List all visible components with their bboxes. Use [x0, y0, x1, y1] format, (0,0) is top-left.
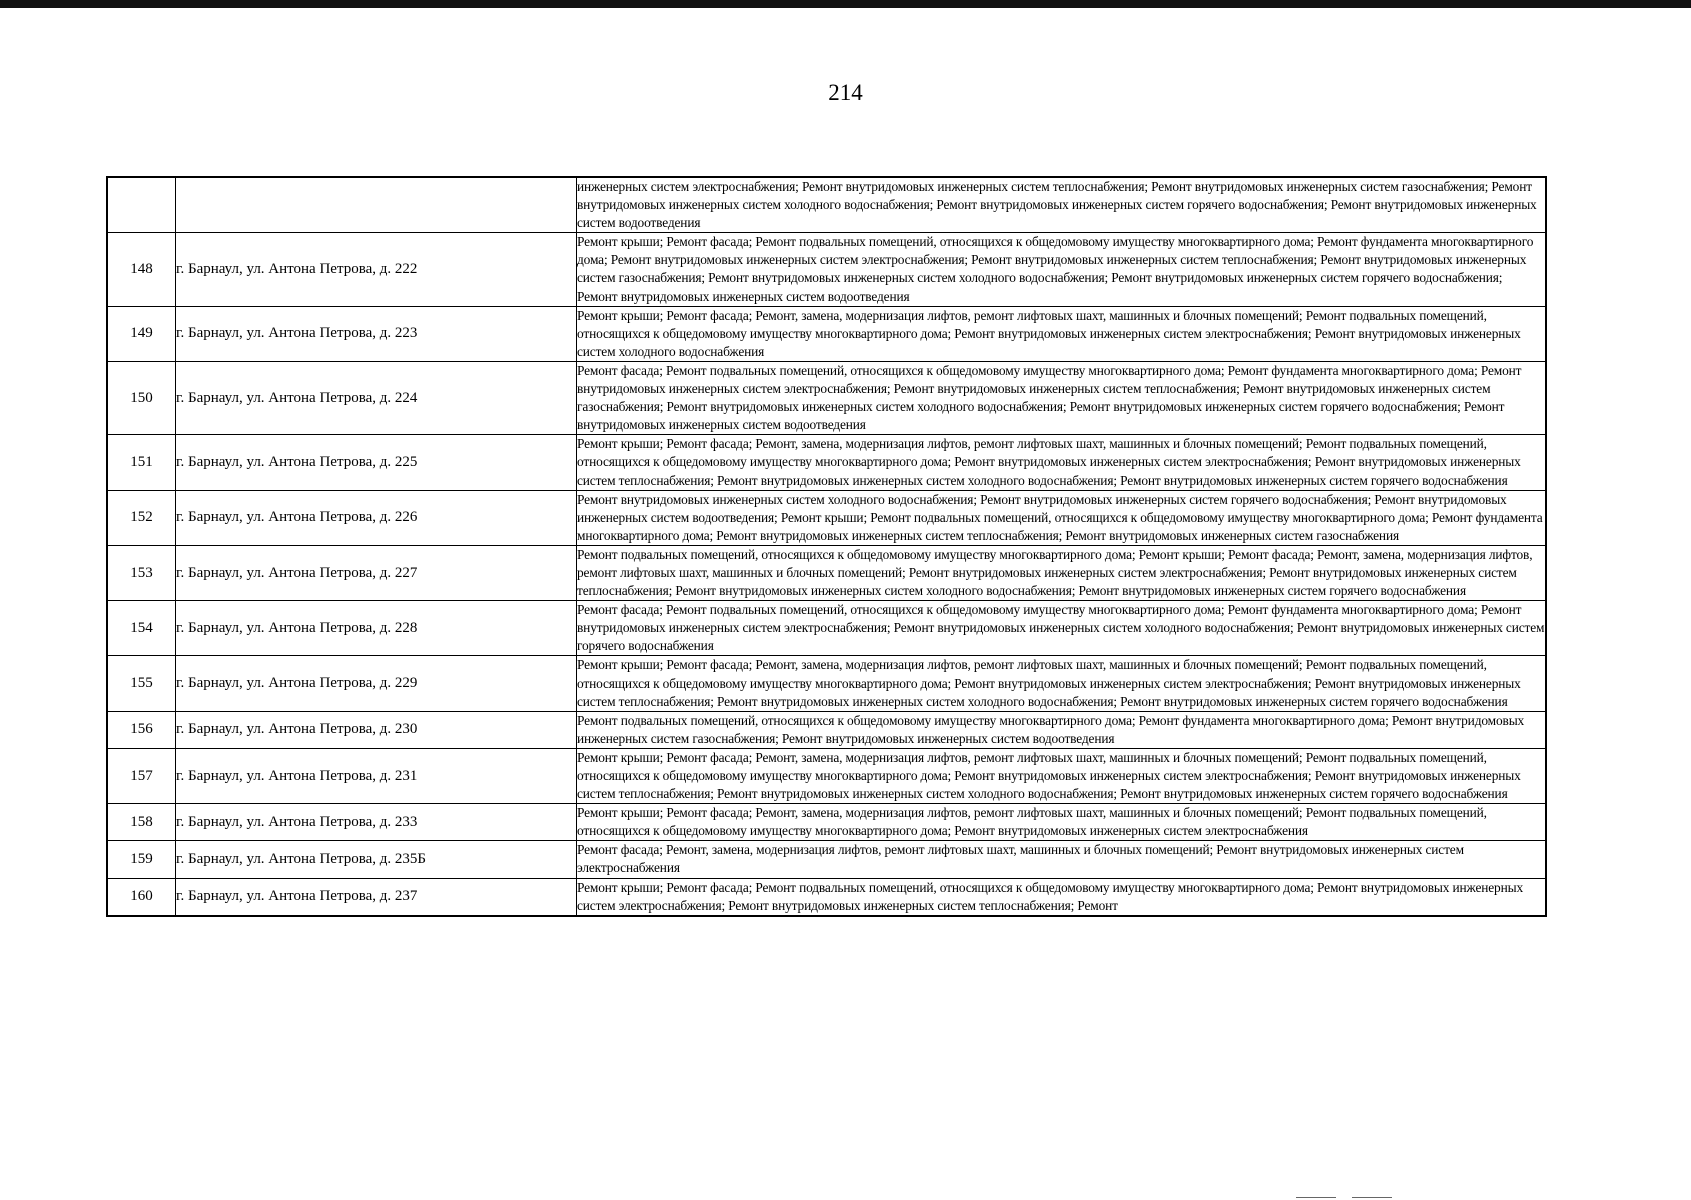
- row-number-cell: [107, 177, 176, 233]
- address-cell: [176, 177, 577, 233]
- address-cell: г. Барнаул, ул. Антона Петрова, д. 230: [176, 711, 577, 748]
- row-number-cell: 156: [107, 711, 176, 748]
- works-description-cell: Ремонт крыши; Ремонт фасада; Ремонт, замена, модернизация лифтов, ремонт лифтовых шахт, машинных и блочных помещений; Ремонт подвальных помещений, относящихся к общедомовому имуществу многоквартирного дома; Ремонт внутридомовых инженерных систем электроснабжения; Ремонт внутридомовых инженерных систем теплоснабжения; Ремонт внутридомовых инженерных систем холодного водоснабжения; Ремонт внутридомовых инженерных систем горячего водоснабжения: [577, 748, 1547, 803]
- works-description-cell: Ремонт крыши; Ремонт фасада; Ремонт, замена, модернизация лифтов, ремонт лифтовых шахт, машинных и блочных помещений; Ремонт подвальных помещений, относящихся к общедомовому имуществу многоквартирного дома; Ремонт внутридомовых инженерных систем электроснабжения; Ремонт внутридомовых инженерных систем теплоснабжения; Ремонт внутридомовых инженерных систем холодного водоснабжения; Ремонт внутридомовых инженерных систем горячего водоснабжения: [577, 656, 1547, 711]
- works-description-cell: Ремонт крыши; Ремонт фасада; Ремонт подвальных помещений, относящихся к общедомовому имуществу многоквартирного дома; Ремонт внутридомовых инженерных систем электроснабжения; Ремонт внутридомовых инженерных систем теплоснабжения; Ремонт: [577, 878, 1547, 916]
- table-row: [107, 545, 1546, 600]
- scan-top-border: [0, 0, 1691, 8]
- table-row: [107, 601, 1546, 656]
- scan-artifact-line: [1352, 1197, 1392, 1198]
- row-number-cell: 160: [107, 878, 176, 916]
- address-cell: г. Барнаул, ул. Антона Петрова, д. 228: [176, 601, 577, 656]
- row-number-cell: 150: [107, 361, 176, 434]
- table-row: [107, 233, 1546, 306]
- works-description-cell: Ремонт фасада; Ремонт подвальных помещений, относящихся к общедомовому имуществу многоквартирного дома; Ремонт фундамента многоквартирного дома; Ремонт внутридомовых инженерных систем электроснабжения; Ремонт внутридомовых инженерных систем теплоснабжения; Ремонт внутридомовых инженерных систем газоснабжения; Ремонт внутридомовых инженерных систем холодного водоснабжения; Ремонт внутридомовых инженерных систем горячего водоснабжения; Ремонт внутридомовых инженерных систем водоотведения: [577, 361, 1547, 434]
- row-number-cell: 158: [107, 804, 176, 841]
- address-cell: г. Барнаул, ул. Антона Петрова, д. 227: [176, 545, 577, 600]
- table-row: [107, 841, 1546, 878]
- row-number-cell: 148: [107, 233, 176, 306]
- address-cell: г. Барнаул, ул. Антона Петрова, д. 237: [176, 878, 577, 916]
- repair-works-table: [106, 176, 1547, 917]
- address-cell: г. Барнаул, ул. Антона Петрова, д. 226: [176, 490, 577, 545]
- table-row: [107, 361, 1546, 434]
- address-cell: г. Барнаул, ул. Антона Петрова, д. 235Б: [176, 841, 577, 878]
- address-cell: г. Барнаул, ул. Антона Петрова, д. 229: [176, 656, 577, 711]
- row-number-cell: 157: [107, 748, 176, 803]
- table-row: [107, 804, 1546, 841]
- address-cell: г. Барнаул, ул. Антона Петрова, д. 222: [176, 233, 577, 306]
- works-description-cell: Ремонт фасада; Ремонт подвальных помещений, относящихся к общедомовому имуществу многоквартирного дома; Ремонт фундамента многоквартирного дома; Ремонт внутридомовых инженерных систем электроснабжения; Ремонт внутридомовых инженерных систем холодного водоснабжения; Ремонт внутридомовых инженерных систем горячего водоснабжения: [577, 601, 1547, 656]
- table-row: [107, 490, 1546, 545]
- table-row: [107, 748, 1546, 803]
- address-cell: г. Барнаул, ул. Антона Петрова, д. 224: [176, 361, 577, 434]
- page-number: 214: [828, 80, 863, 105]
- address-cell: г. Барнаул, ул. Антона Петрова, д. 225: [176, 435, 577, 490]
- table-row: [107, 177, 1546, 233]
- address-cell: г. Барнаул, ул. Антона Петрова, д. 231: [176, 748, 577, 803]
- row-number-cell: 155: [107, 656, 176, 711]
- table-row: [107, 306, 1546, 361]
- works-description-cell: Ремонт крыши; Ремонт фасада; Ремонт, замена, модернизация лифтов, ремонт лифтовых шахт, машинных и блочных помещений; Ремонт подвальных помещений, относящихся к общедомовому имуществу многоквартирного дома; Ремонт внутридомовых инженерных систем электроснабжения; Ремонт внутридомовых инженерных систем теплоснабжения; Ремонт внутридомовых инженерных систем холодного водоснабжения; Ремонт внутридомовых инженерных систем горячего водоснабжения: [577, 435, 1547, 490]
- table-body: [107, 177, 1546, 916]
- table-row: [107, 711, 1546, 748]
- row-number-cell: 151: [107, 435, 176, 490]
- row-number-cell: 153: [107, 545, 176, 600]
- works-description-cell: Ремонт подвальных помещений, относящихся к общедомовому имуществу многоквартирного дома; Ремонт фундамента многоквартирного дома; Ремонт внутридомовых инженерных систем газоснабжения; Ремонт внутридомовых инженерных систем водоотведения: [577, 711, 1547, 748]
- scan-artifact-line: [1296, 1197, 1336, 1198]
- works-description-cell: Ремонт внутридомовых инженерных систем холодного водоснабжения; Ремонт внутридомовых инженерных систем горячего водоснабжения; Ремонт внутридомовых инженерных систем водоотведения; Ремонт крыши; Ремонт подвальных помещений, относящихся к общедомовому имуществу многоквартирного дома; Ремонт фундамента многоквартирного дома; Ремонт внутридомовых инженерных систем теплоснабжения; Ремонт внутридомовых инженерных систем газоснабжения: [577, 490, 1547, 545]
- table-row: [107, 435, 1546, 490]
- table-row: [107, 656, 1546, 711]
- row-number-cell: 159: [107, 841, 176, 878]
- row-number-cell: 149: [107, 306, 176, 361]
- address-cell: г. Барнаул, ул. Антона Петрова, д. 223: [176, 306, 577, 361]
- works-description-cell: Ремонт крыши; Ремонт фасада; Ремонт, замена, модернизация лифтов, ремонт лифтовых шахт, машинных и блочных помещений; Ремонт подвальных помещений, относящихся к общедомовому имуществу многоквартирного дома; Ремонт внутридомовых инженерных систем электроснабжения; Ремонт внутридомовых инженерных систем холодного водоснабжения: [577, 306, 1547, 361]
- works-description-cell: инженерных систем электроснабжения; Ремонт внутридомовых инженерных систем теплоснабжения; Ремонт внутридомовых инженерных систем газоснабжения; Ремонт внутридомовых инженерных систем холодного водоснабжения; Ремонт внутридомовых инженерных систем горячего водоснабжения; Ремонт внутридомовых инженерных систем водоотведения: [577, 177, 1547, 233]
- works-description-cell: Ремонт фасада; Ремонт, замена, модернизация лифтов, ремонт лифтовых шахт, машинных и блочных помещений; Ремонт внутридомовых инженерных систем электроснабжения: [577, 841, 1547, 878]
- works-description-cell: Ремонт подвальных помещений, относящихся к общедомовому имуществу многоквартирного дома; Ремонт крыши; Ремонт фасада; Ремонт, замена, модернизация лифтов, ремонт лифтовых шахт, машинных и блочных помещений; Ремонт внутридомовых инженерных систем электроснабжения; Ремонт внутридомовых инженерных систем теплоснабжения; Ремонт внутридомовых инженерных систем холодного водоснабжения; Ремонт внутридомовых инженерных систем горячего водоснабжения: [577, 545, 1547, 600]
- table-row: [107, 878, 1546, 916]
- works-description-cell: Ремонт крыши; Ремонт фасада; Ремонт подвальных помещений, относящихся к общедомовому имуществу многоквартирного дома; Ремонт фундамента многоквартирного дома; Ремонт внутридомовых инженерных систем электроснабжения; Ремонт внутридомовых инженерных систем теплоснабжения; Ремонт внутридомовых инженерных систем газоснабжения; Ремонт внутридомовых инженерных систем холодного водоснабжения; Ремонт внутридомовых инженерных систем горячего водоснабжения; Ремонт внутридомовых инженерных систем водоотведения: [577, 233, 1547, 306]
- address-cell: г. Барнаул, ул. Антона Петрова, д. 233: [176, 804, 577, 841]
- row-number-cell: 154: [107, 601, 176, 656]
- works-description-cell: Ремонт крыши; Ремонт фасада; Ремонт, замена, модернизация лифтов, ремонт лифтовых шахт, машинных и блочных помещений; Ремонт подвальных помещений, относящихся к общедомовому имуществу многоквартирного дома; Ремонт внутридомовых инженерных систем электроснабжения: [577, 804, 1547, 841]
- row-number-cell: 152: [107, 490, 176, 545]
